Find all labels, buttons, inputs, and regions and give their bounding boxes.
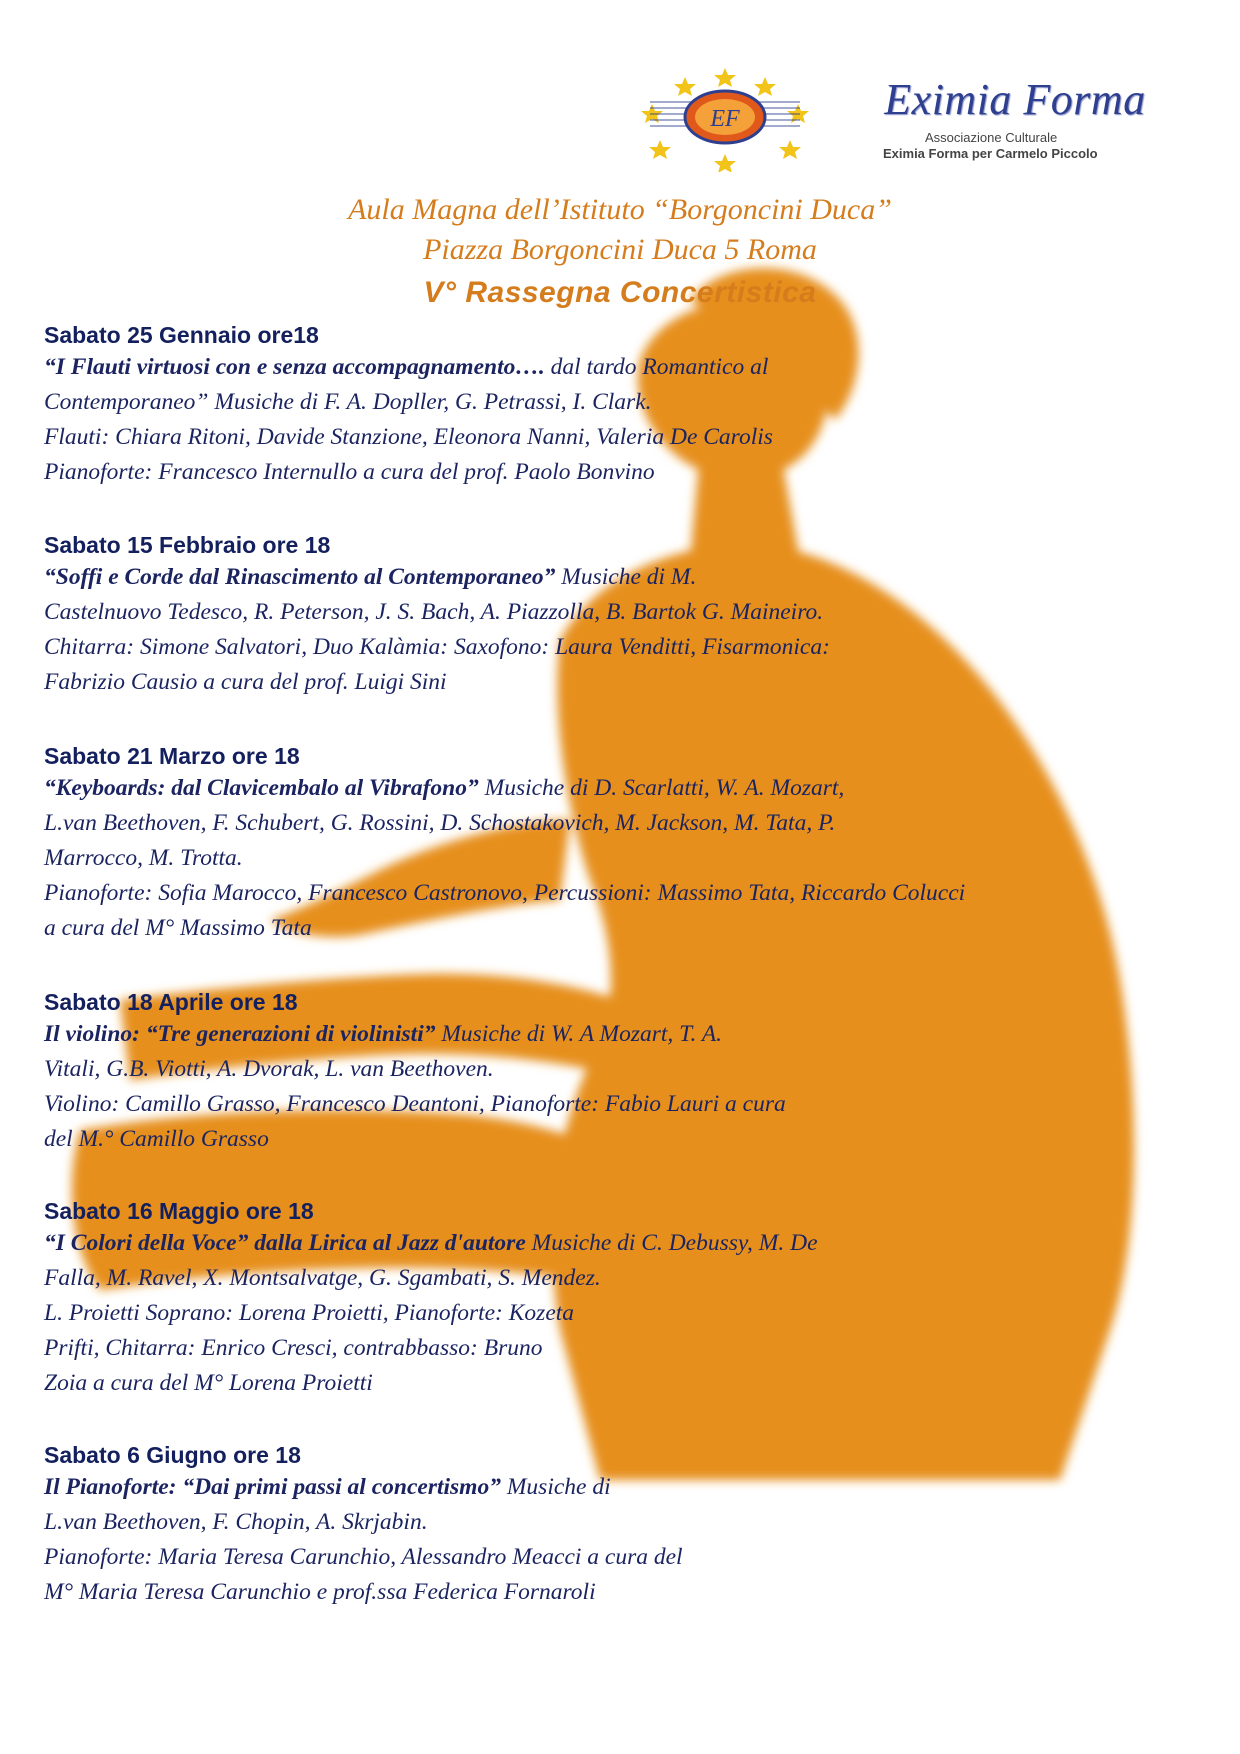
concert-line xyxy=(44,1505,1224,1540)
concert-item xyxy=(44,741,1224,946)
concert-date: Sabato 15 Febbraio ore 18 xyxy=(44,532,331,558)
concert-text: Violino: Camillo Grasso, Francesco Deantoni, Pianoforte: Fabio Lauri a cura xyxy=(44,1091,786,1117)
concert-line xyxy=(44,771,1224,806)
concert-title-text: “Keyboards: dal Clavicembalo al Vibrafono” xyxy=(44,775,479,801)
concert-text: L.van Beethoven, F. Chopin, A. Skrjabin. xyxy=(44,1509,428,1535)
concert-text: Prifti, Chitarra: Enrico Cresci, contrabbasso: Bruno xyxy=(44,1335,543,1361)
concert-text: Marrocco, M. Trotta. xyxy=(44,845,243,871)
concert-line xyxy=(44,876,1224,911)
logo-tagline: Eximia Forma per Carmelo Piccolo xyxy=(883,146,1098,161)
concert-text: Castelnuovo Tedesco, R. Peterson, J. S. Bach, A. Piazzolla, B. Bartok G. Maineiro. xyxy=(44,599,824,625)
venue-line-2: Piazza Borgoncini Duca 5 Roma xyxy=(423,233,817,266)
concert-text: a cura del M° Massimo Tata xyxy=(44,915,312,941)
concert-line xyxy=(44,806,1224,841)
concert-description xyxy=(44,1470,1224,1610)
concert-date: Sabato 18 Aprile ore 18 xyxy=(44,989,298,1015)
series-title: V° Rassegna Concertistica xyxy=(423,276,817,309)
concert-date: Sabato 21 Marzo ore 18 xyxy=(44,743,300,769)
logo-subtitle: Associazione Culturale xyxy=(925,130,1058,145)
concert-title-text: “Soffi e Corde dal Rinascimento al Contemporaneo” xyxy=(44,564,556,590)
concert-line xyxy=(44,350,1224,385)
concert-description xyxy=(44,560,1224,700)
concert-text: Musiche di D. Scarlatti, W. A. Mozart, xyxy=(478,775,845,801)
concert-date: Sabato 25 Gennaio ore18 xyxy=(44,322,319,348)
concert-line xyxy=(44,1470,1224,1505)
logo-name: Eximia Forma xyxy=(884,75,1146,124)
concert-item xyxy=(44,320,1224,490)
concert-line xyxy=(44,1296,1224,1331)
concert-text: Vitali, G.B. Viotti, A. Dvorak, L. van Beethoven. xyxy=(44,1056,494,1082)
concert-text: M° Maria Teresa Carunchio e prof.ssa Federica Fornaroli xyxy=(44,1579,596,1605)
concert-description xyxy=(44,1017,1224,1157)
concert-line xyxy=(44,595,1224,630)
concert-text: Pianoforte: Sofia Marocco, Francesco Castronovo, Percussioni: Massimo Tata, Riccardo Colucci xyxy=(44,880,966,906)
concert-line xyxy=(44,1087,1224,1122)
concert-text: Pianoforte: Francesco Internullo a cura del prof. Paolo Bonvino xyxy=(44,459,655,485)
concert-date: Sabato 6 Giugno ore 18 xyxy=(44,1442,301,1468)
concert-item xyxy=(44,1440,1224,1610)
concert-item xyxy=(44,530,1224,700)
concert-line xyxy=(44,630,1224,665)
concert-text: Flauti: Chiara Ritoni, Davide Stanzione, Eleonora Nanni, Valeria De Carolis xyxy=(44,424,773,450)
concert-line xyxy=(44,385,1224,420)
header xyxy=(0,190,1240,310)
concert-title-text: “I Flauti virtuosi con e senza accompagnamento…. xyxy=(44,354,545,380)
concert-line xyxy=(44,1540,1224,1575)
ef-emblem-icon xyxy=(630,62,820,172)
concert-line xyxy=(44,1261,1224,1296)
concert-text: Musiche di M. xyxy=(555,564,697,590)
concert-text: del M.° Camillo Grasso xyxy=(44,1126,269,1152)
concert-text: Musiche di C. Debussy, M. De xyxy=(525,1230,818,1256)
concert-description xyxy=(44,771,1224,946)
concert-line xyxy=(44,911,1224,946)
concert-text: Fabrizio Causio a cura del prof. Luigi Sini xyxy=(44,669,447,695)
concert-date: Sabato 16 Maggio ore 18 xyxy=(44,1198,314,1224)
concert-text: Pianoforte: Maria Teresa Carunchio, Alessandro Meacci a cura del xyxy=(44,1544,683,1570)
eximia-forma-logo xyxy=(630,62,1170,182)
concert-text: dal tardo Romantico al xyxy=(544,354,769,380)
concert-line xyxy=(44,1052,1224,1087)
concert-item xyxy=(44,987,1224,1157)
concert-title-text: Il violino: “Tre generazioni di violinisti” xyxy=(44,1021,436,1047)
concert-item xyxy=(44,1196,1224,1401)
concert-line xyxy=(44,1366,1224,1401)
concert-line xyxy=(44,455,1224,490)
concert-line xyxy=(44,420,1224,455)
concert-text: Contemporaneo” Musiche di F. A. Dopller, G. Petrassi, I. Clark. xyxy=(44,389,652,415)
concert-description xyxy=(44,1226,1224,1401)
concert-line xyxy=(44,665,1224,700)
concert-line xyxy=(44,1122,1224,1157)
concert-text: L.van Beethoven, F. Schubert, G. Rossini, D. Schostakovich, M. Jackson, M. Tata, P. xyxy=(44,810,836,836)
venue-line-1: Aula Magna dell’Istituto “Borgoncini Duca” xyxy=(348,193,892,226)
concert-line xyxy=(44,1226,1224,1261)
concert-line xyxy=(44,560,1224,595)
concert-text: L. Proietti Soprano: Lorena Proietti, Pianoforte: Kozeta xyxy=(44,1300,575,1326)
concert-line xyxy=(44,1331,1224,1366)
concert-line xyxy=(44,841,1224,876)
concert-line xyxy=(44,1017,1224,1052)
concert-text: Falla, M. Ravel, X. Montsalvatge, G. Sgambati, S. Mendez. xyxy=(44,1265,601,1291)
concert-title-text: “I Colori della Voce” dalla Lirica al Jazz d'autore xyxy=(44,1230,526,1256)
concert-description xyxy=(44,350,1224,490)
concert-line xyxy=(44,1575,1224,1610)
concert-text: Musiche di W. A Mozart, T. A. xyxy=(435,1021,723,1047)
concert-title-text: Il Pianoforte: “Dai primi passi al concertismo” xyxy=(44,1474,501,1500)
concert-text: Musiche di xyxy=(500,1474,611,1500)
concert-text: Chitarra: Simone Salvatori, Duo Kalàmia: Saxofono: Laura Venditti, Fisarmonica: xyxy=(44,634,830,660)
emblem-text: EF xyxy=(710,106,740,132)
concert-text: Zoia a cura del M° Lorena Proietti xyxy=(44,1370,373,1396)
